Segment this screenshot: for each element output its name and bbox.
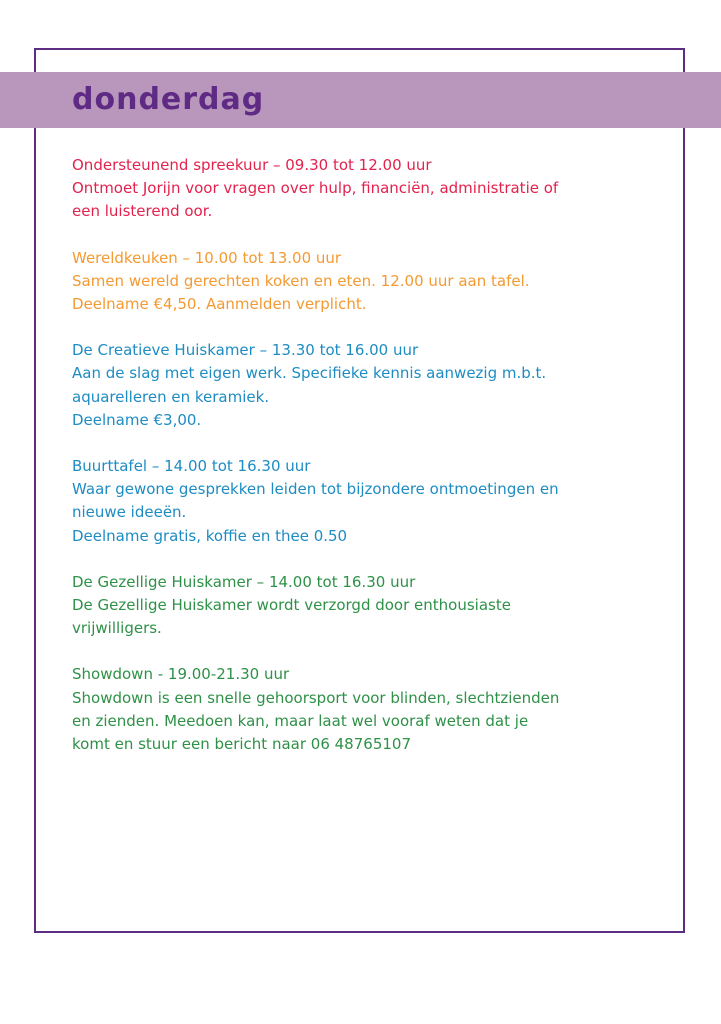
activity-description-line: Aan de slag met eigen werk. Specifieke kennis aanwezig m.b.t. [72, 364, 547, 383]
activity-gezellige-huiskamer [72, 571, 662, 641]
activity-heading: De Creatieve Huiskamer – 13.30 tot 16.00 uur [72, 341, 419, 360]
activity-description-line: De Gezellige Huiskamer wordt verzorgd door enthousiaste [72, 596, 511, 615]
activity-description-line: aquarelleren en keramiek. [72, 387, 270, 406]
activity-wereldkeuken [72, 247, 662, 317]
activity-buurttafel [72, 455, 662, 548]
activity-heading: Ondersteunend spreekuur – 09.30 tot 12.00 uur [72, 156, 432, 174]
activity-description-line: Ontmoet Jorijn voor vragen over hulp, financiën, administratie of [72, 179, 559, 198]
activity-description-line: vrijwilligers. [72, 619, 162, 638]
day-title: donderdag [72, 82, 265, 117]
activity-description-line: Samen wereld gerechten koken en eten. 12.00 uur aan tafel. [72, 271, 530, 290]
activity-heading: Wereldkeuken – 10.00 tot 13.00 uur [72, 248, 342, 267]
activity-description-line: Showdown is een snelle gehoorsport voor blinden, slechtzienden [72, 688, 560, 707]
activity-description-line: komt en stuur een bericht naar 06 48765107 [72, 735, 411, 754]
activity-ondersteunend-spreekuur [72, 154, 662, 224]
activity-description-line: Deelname €4,50. Aanmelden verplicht. [72, 295, 367, 314]
activity-description-line: nieuwe ideeën. [72, 503, 187, 522]
activity-description-line: een luisterend oor. [72, 202, 213, 221]
activity-description-line: Waar gewone gesprekken leiden tot bijzondere ontmoetingen en [72, 480, 559, 499]
activity-description-line: Deelname €3,00. [72, 410, 202, 429]
activity-description-line: en zienden. Meedoen kan, maar laat wel vooraf weten dat je [72, 711, 529, 730]
activity-creatieve-huiskamer [72, 339, 662, 432]
activity-heading: Showdown - 19.00-21.30 uur [72, 665, 290, 684]
activity-list [72, 154, 662, 779]
activity-heading: De Gezellige Huiskamer – 14.00 tot 16.30 uur [72, 572, 416, 591]
activity-description-line: Deelname gratis, koffie en thee 0.50 [72, 526, 348, 545]
activity-showdown [72, 663, 662, 756]
activity-heading: Buurttafel – 14.00 tot 16.30 uur [72, 457, 311, 476]
